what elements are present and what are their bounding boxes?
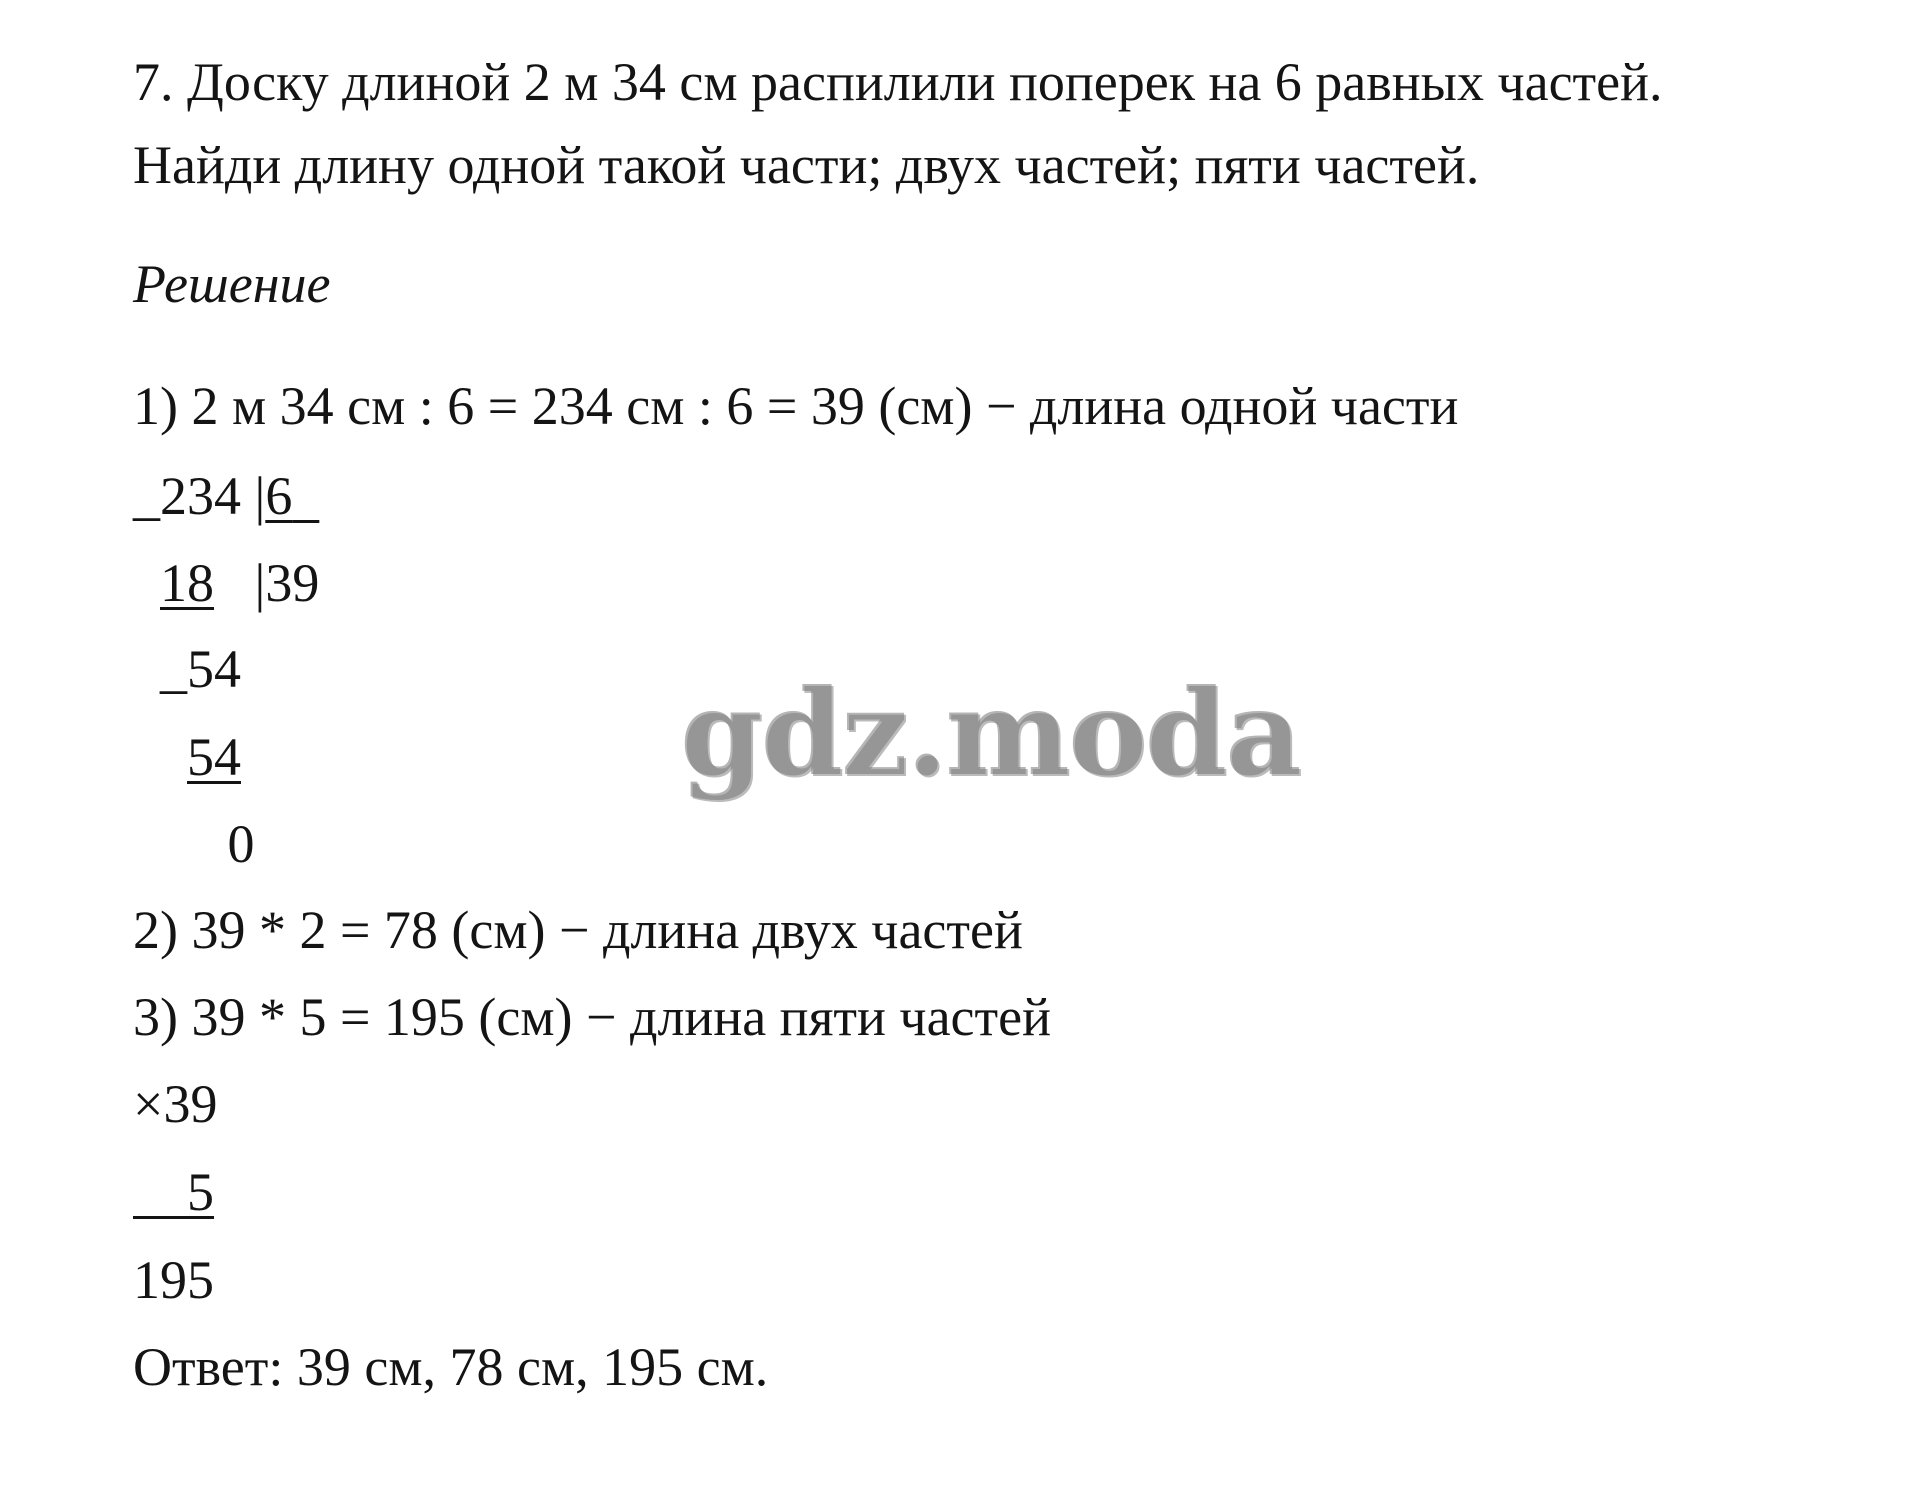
- subtrahend-1: 18: [160, 553, 214, 613]
- minus-sign: _: [133, 466, 160, 526]
- times-sign: ×: [133, 1074, 164, 1134]
- quotient: 39: [265, 553, 320, 613]
- answer: Ответ: 39 см, 78 см, 195 см.: [133, 1337, 769, 1397]
- subtrahend-2: 54: [187, 727, 241, 787]
- mult-row-3: [133, 1248, 214, 1312]
- division-row-2: [133, 551, 319, 615]
- watermark-logo: gdz.moda: [680, 663, 1300, 802]
- division-bar: |: [241, 466, 266, 526]
- minus-sign: _: [160, 639, 187, 699]
- dividend: 234: [160, 466, 241, 526]
- mult-row-2: [133, 1160, 214, 1224]
- division-row-3: [133, 637, 241, 701]
- problem-line-1: 7. Доску длиной 2 м 34 см распилили поперек на 6 равных частей.: [133, 52, 1663, 112]
- multiplier: 5: [187, 1162, 214, 1222]
- division-row-1: [133, 464, 319, 528]
- step-1: 1) 2 м 34 см : 6 = 234 см : 6 = 39 (см) − длина одной части: [133, 376, 1459, 436]
- step-2: 2) 39 * 2 = 78 (см) − длина двух частей: [133, 900, 1023, 960]
- division-bar: |: [214, 553, 266, 613]
- product: 195: [133, 1250, 214, 1310]
- step-3: 3) 39 * 5 = 195 (см) − длина пяти частей: [133, 987, 1051, 1047]
- partial-remainder: 54: [187, 639, 241, 699]
- multiplicand: 39: [163, 1074, 218, 1134]
- solution-heading: Решение: [133, 254, 331, 314]
- divisor: 6: [265, 466, 293, 526]
- mult-row-1: [133, 1072, 217, 1136]
- division-row-4: [133, 725, 241, 789]
- division-row-5: [133, 812, 255, 876]
- division-result: 0: [227, 814, 255, 874]
- problem-line-2: Найди длину одной такой части; двух частей; пяти частей.: [133, 135, 1480, 195]
